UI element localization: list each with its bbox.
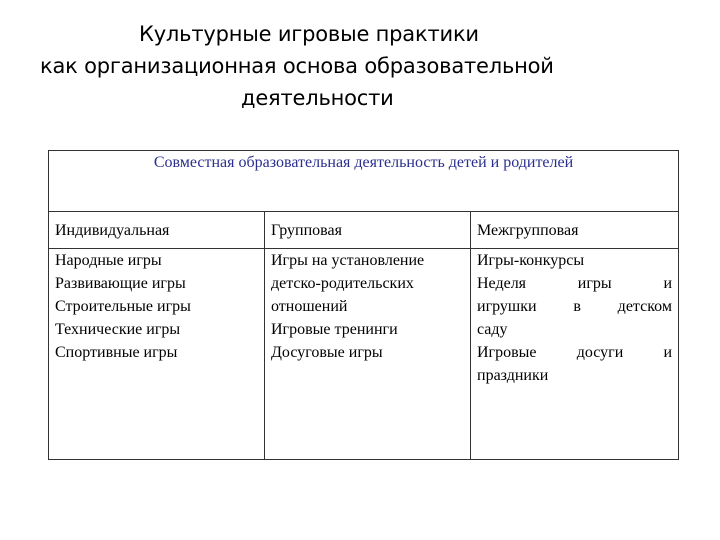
list-item: Игры-конкурсы bbox=[477, 252, 585, 269]
list-item: Технические игры bbox=[55, 321, 181, 338]
word: игрушки bbox=[477, 298, 537, 315]
list-item: Досуговые игры bbox=[271, 344, 383, 361]
list-item: саду bbox=[477, 321, 508, 338]
list-item: Игры на установление bbox=[271, 252, 425, 269]
list-item: детско-родительских bbox=[271, 275, 414, 292]
list-item: Спортивные игры bbox=[55, 344, 178, 361]
list-item bbox=[477, 341, 672, 364]
word: игры bbox=[577, 275, 612, 292]
slide-title bbox=[0, 18, 720, 114]
list-item: Народные игры bbox=[55, 252, 162, 269]
cell-group bbox=[265, 249, 471, 460]
list-item: Игровые тренинги bbox=[271, 321, 398, 338]
list-item: отношений bbox=[271, 298, 348, 315]
list-item: праздники bbox=[477, 367, 549, 384]
list-item bbox=[477, 272, 672, 295]
word: досуги bbox=[576, 344, 624, 361]
list-item: Строительные игры bbox=[55, 298, 191, 315]
column-header-intergroup: Межгрупповая bbox=[471, 212, 679, 249]
word: и bbox=[663, 275, 672, 292]
word: в bbox=[573, 298, 581, 315]
title-line-1: Культурные игровые практики bbox=[139, 22, 479, 46]
list-item: Развивающие игры bbox=[55, 275, 186, 292]
cell-individual bbox=[49, 249, 265, 460]
title-line-2: как организационная основа образовательной bbox=[40, 54, 554, 78]
column-header-group: Групповая bbox=[265, 212, 471, 249]
column-header-individual: Индивидуальная bbox=[49, 212, 265, 249]
word: Неделя bbox=[477, 275, 527, 292]
practices-table bbox=[48, 150, 679, 460]
list-item bbox=[477, 295, 672, 318]
word: Игровые bbox=[477, 344, 537, 361]
title-line-3: деятельности bbox=[241, 86, 394, 110]
table-header: Совместная образовательная деятельность детей и родителей bbox=[49, 151, 679, 212]
word: и bbox=[663, 344, 672, 361]
word: детском bbox=[617, 298, 672, 315]
cell-intergroup bbox=[471, 249, 679, 460]
